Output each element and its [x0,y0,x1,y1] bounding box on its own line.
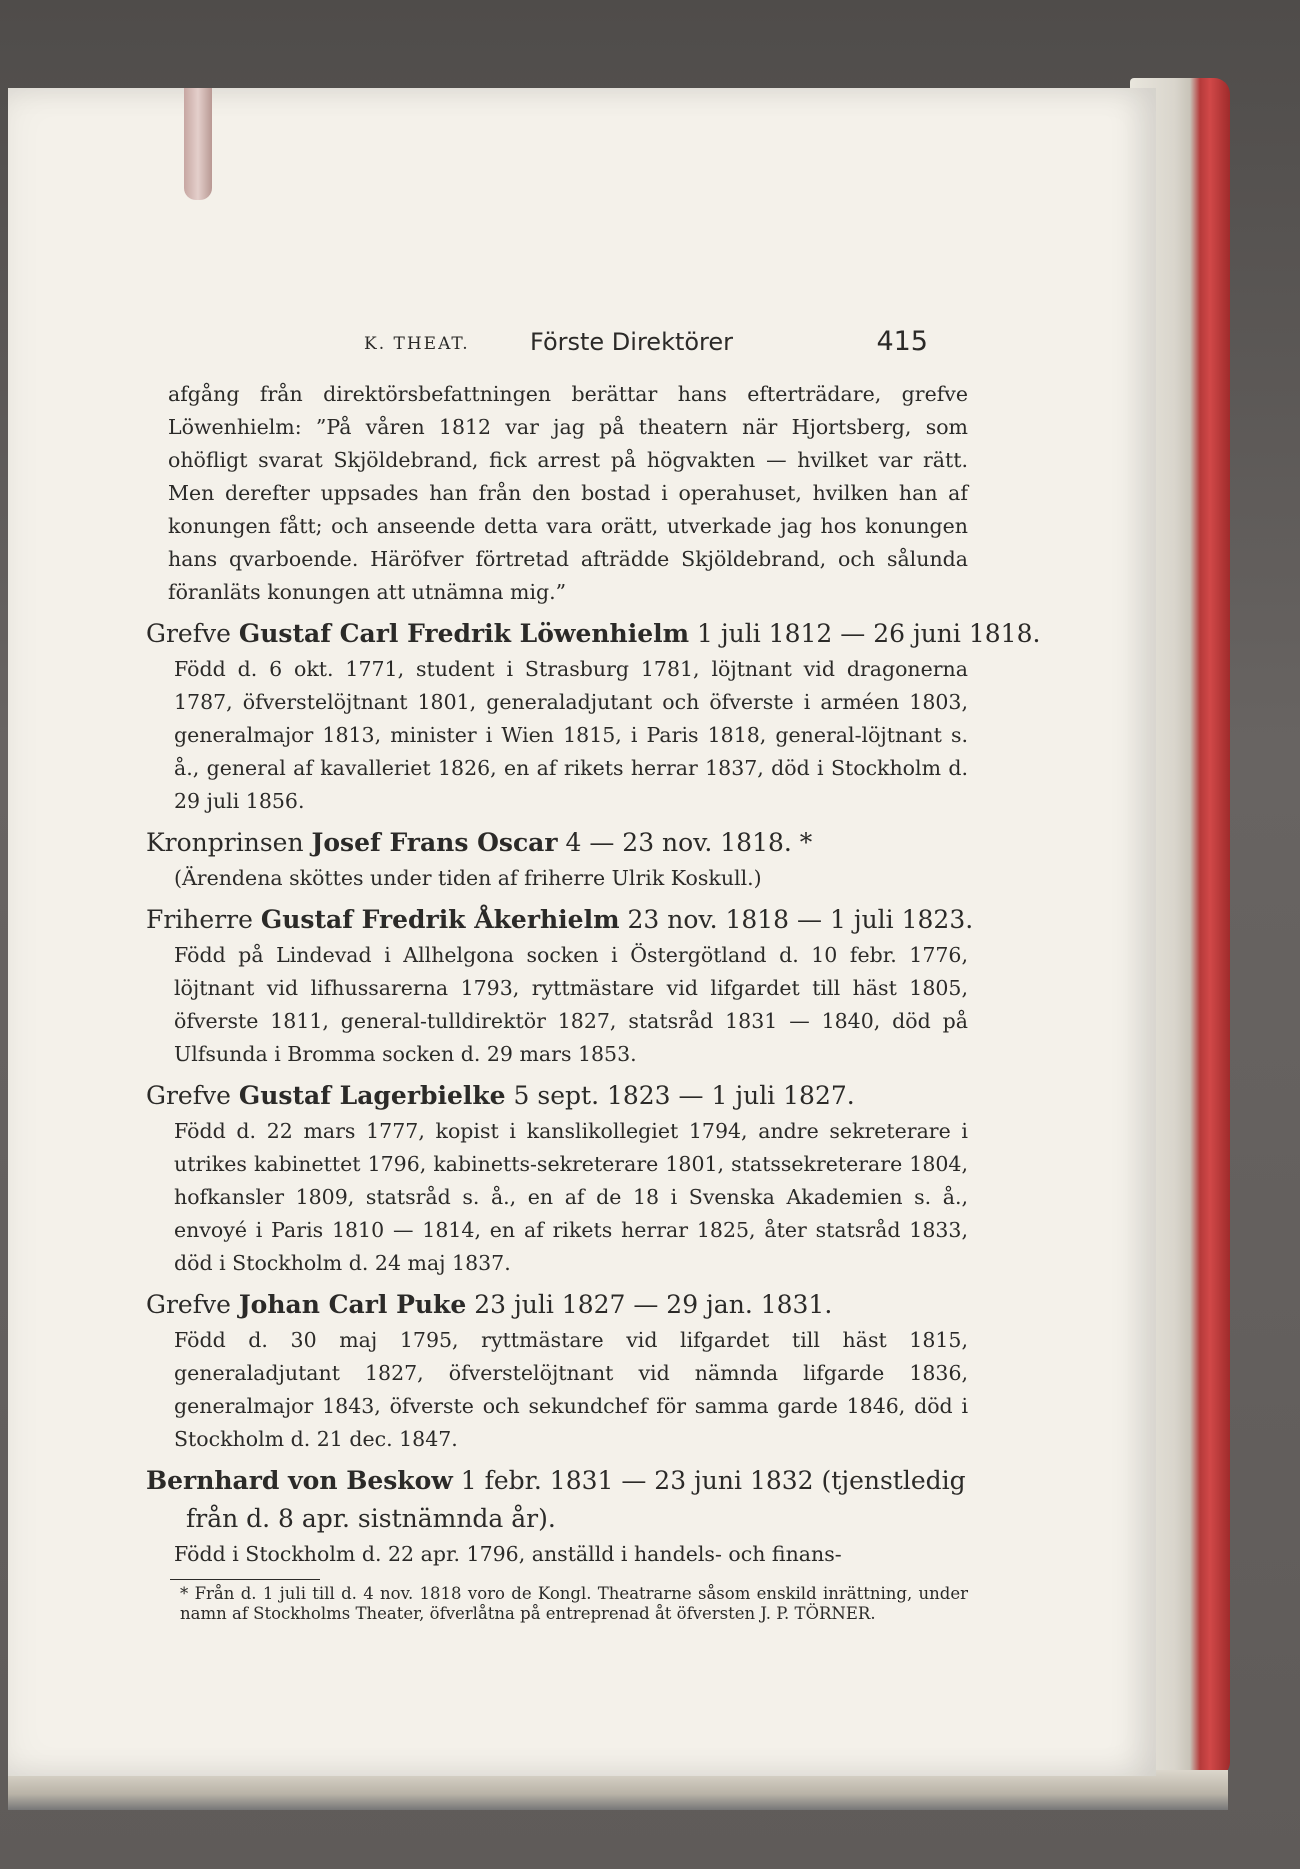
entry-kronprinsen [146,824,968,895]
entry-title: Grefve [146,619,231,648]
bookmark-ribbon [184,88,212,200]
page-number: 415 [876,326,928,357]
entry-dates: 5 sept. 1823 — 1 juli 1827. [513,1081,855,1110]
entry-beskow [146,1462,968,1571]
entry-dates: 1 febr. 1831 — 23 juni 1832 (tjenstledig [460,1466,966,1495]
footnote-rule [170,1579,320,1580]
running-header [168,326,968,366]
entry-description: (Ärendena sköttes under tiden af friherre Ulrik Koskull.) [174,866,762,890]
entry-heading [146,1286,968,1324]
entry-puke [146,1286,968,1456]
entry-name: Josef Frans Oscar [311,828,558,857]
entry-name: Bernhard von Beskow [146,1466,453,1495]
entry-dates-continued: från d. 8 apr. sistnämnda år). [186,1504,556,1533]
entry-heading [146,824,968,862]
entry-name: Gustaf Carl Fredrik Löwenhielm [238,619,690,648]
entry-dates: 1 juli 1812 — 26 juni 1818. [697,619,1041,648]
entry-dates: 23 juli 1827 — 29 jan. 1831. [474,1290,833,1319]
entry-dates: 23 nov. 1818 — 1 juli 1823. [627,905,974,934]
header-title: Förste Direktörer [530,328,734,356]
page-text [146,326,1041,1624]
entry-lagerbielke [146,1077,968,1280]
entry-name: Gustaf Lagerbielke [238,1081,506,1110]
header-section: K. THEAT. [364,334,470,354]
entry-heading [146,1462,968,1538]
entry-title: Kronprinsen [146,828,304,857]
entry-title: Grefve [146,1290,231,1319]
entry-name: Gustaf Fredrik Åkerhielm [260,905,620,934]
entry-heading [146,1077,968,1115]
entry-heading [146,901,974,939]
book-bottom-edge [8,1770,1228,1810]
book-page [8,88,1156,1776]
entry-description: Född i Stockholm d. 22 apr. 1796, anställd i handels- och finans- [174,1542,842,1566]
entry-description: Född d. 30 maj 1795, ryttmästare vid lifgardet till häst 1815, generaladjutant 1827, öfverstelöjtnant vid nämnda lifgarde 1836, generalmajor 1843, öfverste och sekundchef för samma garde 1846, död i Stockholm d. 21 dec. 1847. [174,1328,968,1451]
entry-lowenhielm [146,615,1041,818]
entry-description: Född d. 22 mars 1777, kopist i kanslikollegiet 1794, andre sekreterare i utrikes kabinettet 1796, kabinetts-sekreterare 1801, statssekreterare 1804, hofkansler 1809, statsråd s. å., en af de 18 i Svenska Akademien s. å., envoyé i Paris 1810 — 1814, en af rikets herrar 1825, åter statsråd 1833, död i Stockholm d. 24 maj 1837. [174,1119,968,1275]
entry-name: Johan Carl Puke [238,1290,467,1319]
entry-description: Född på Lindevad i Allhelgona socken i Östergötland d. 10 febr. 1776, löjtnant vid lifhussarerna 1793, ryttmästare vid lifgardet till häst 1805, öfverste 1811, general-tulldirektör 1827, statsråd 1831 — 1840, död på Ulfsunda i Bromma socken d. 29 mars 1853. [174,943,968,1066]
entry-title: Friherre [146,905,253,934]
entry-description: Född d. 6 okt. 1771, student i Strasburg 1781, löjtnant vid dragonerna 1787, öfverstelöjtnant 1801, generaladjutant och öfverste i arméen 1803, generalmajor 1813, minister i Wien 1815, i Paris 1818, general-löjtnant s. å., general af kavalleriet 1826, en af rikets herrar 1837, död i Stockholm d. 29 juli 1856. [174,657,968,813]
entry-title: Grefve [146,1081,231,1110]
entry-akerhielm [146,901,974,1071]
intro-paragraph: afgång från direktörsbefattningen berättar hans efterträdare, grefve Löwenhielm: ”På våren 1812 var jag på theatern när Hjortsberg, som ohöfligt svarat Skjöldebrand, fick arrest på högvakten — hvilket var rätt. Men derefter uppsades han från den bostad i operahuset, hvilken han af konungen fått; och anseende detta vara orätt, utverkade jag hos konungen hans qvarboende. Häröfver förtretad afträdde Skjöldebrand, och sålunda föranläts konungen att utnämna mig.” [168,382,968,604]
entry-dates: 4 — 23 nov. 1818. * [565,828,813,857]
footnote: * Från d. 1 juli till d. 4 nov. 1818 voro de Kongl. Theatrarne såsom enskild inrättning, under namn af Stockholms Theater, öfverlåtna på entreprenad åt öfversten J. P. TÖRNER. [180,1584,968,1623]
entry-heading [146,615,1041,653]
